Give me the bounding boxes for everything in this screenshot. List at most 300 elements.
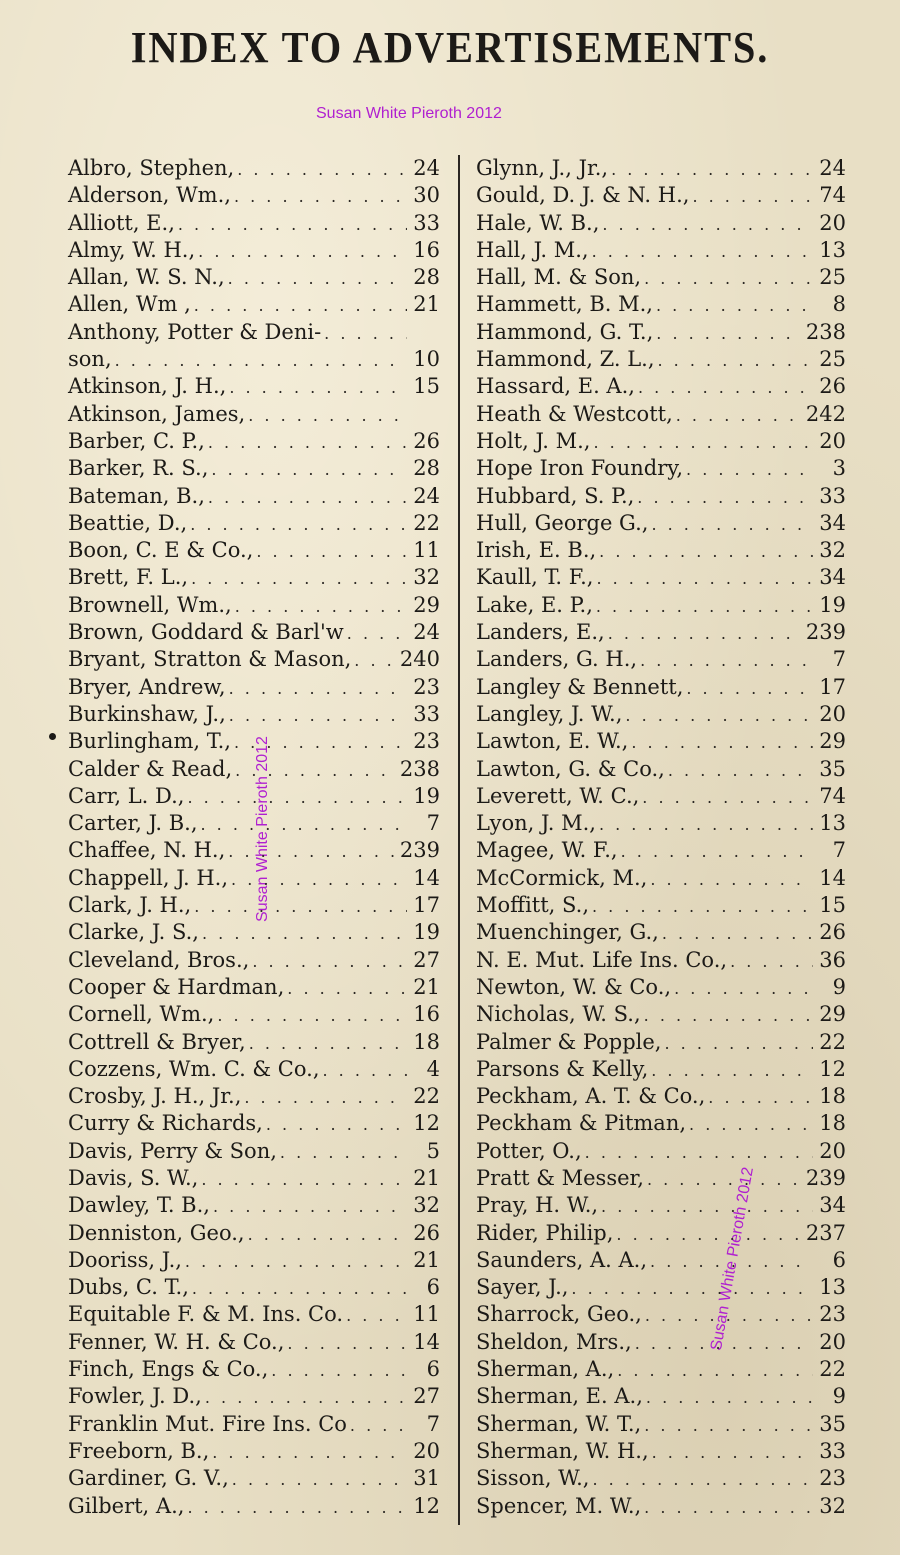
page-number: 4 [426,1056,440,1081]
advertiser-name: Allen, Wm , [68,292,191,317]
page-number: 20 [819,1329,846,1354]
advertiser-name: Hubbard, S. P., [476,483,635,508]
index-entry [68,646,440,673]
index-entry [68,1383,440,1410]
page-number: 5 [426,1138,440,1163]
advertiser-name: Davis, Perry & Son, [68,1138,277,1163]
index-entry [476,1329,846,1356]
advertiser-name: Glynn, J., Jr., [476,156,609,180]
dot-leader [656,292,813,319]
page-number: 6 [832,1247,846,1272]
advertiser-name: Atkinson, James, [68,401,246,426]
page-number: 17 [819,674,846,699]
page-number: 20 [819,210,846,235]
index-entry [68,291,440,318]
advertiser-name: Brown, Goddard & Barl'w [68,620,344,645]
column-divider [458,155,460,1525]
page-number: 18 [413,1029,440,1054]
advertiser-name: Gould, D. J. & N. H., [476,183,690,208]
dot-leader [617,1357,813,1384]
dot-leader [211,456,407,483]
index-entry [68,210,440,237]
dot-leader [350,1412,407,1439]
index-entry [476,373,846,400]
dot-leader [208,484,407,511]
dot-leader [346,1302,407,1329]
advertiser-name: Curry & Richards, [68,1111,263,1136]
advertiser-name: Sayer, J., [476,1275,569,1300]
index-entry [68,1438,440,1465]
dot-leader [287,1330,407,1357]
advertiser-name: Allan, W. S. N., [68,265,225,290]
index-entry [68,1274,440,1301]
advertiser-name: Dawley, T. B., [68,1193,210,1218]
index-entry [68,237,440,264]
dot-leader [271,1357,407,1384]
index-entry [476,1411,846,1438]
dot-leader [323,1057,408,1084]
dot-leader [686,675,813,702]
index-entry [68,1083,440,1110]
dot-leader [228,265,407,292]
dot-leader [592,238,813,265]
dot-leader [647,1166,803,1193]
dot-leader [608,620,803,647]
page-number: 26 [819,374,846,399]
page-number: 25 [819,347,846,372]
dot-leader [266,1111,407,1138]
index-entry [68,346,440,373]
advertiser-name: Freeborn, B., [68,1438,210,1463]
advertiser-name: Calder & Read, [68,756,233,781]
page-number: 239 [805,620,846,645]
page-number: 239 [805,1165,846,1190]
index-entry [476,701,846,728]
dot-leader [689,1111,813,1138]
page-number: 10 [413,347,440,372]
bullet-mark-icon [49,733,56,740]
advertiser-name: Peckham, A. T. & Co., [476,1084,706,1109]
dot-leader [208,429,407,456]
page-number: 6 [426,1357,440,1382]
dot-leader [192,1275,407,1302]
dot-leader [185,1248,407,1275]
advertiser-name: Carr, L. D., [68,783,185,808]
page-number: 9 [832,974,846,999]
page-number: 26 [413,1220,440,1245]
page-number: 14 [413,1329,440,1354]
page-number: 237 [805,1220,846,1245]
dot-leader [708,1084,813,1111]
index-entry [68,810,440,837]
index-entry [476,728,846,755]
dot-leader [596,593,813,620]
advertiser-name: Lake, E. P., [476,592,593,617]
dot-leader [217,1002,407,1029]
page-number: 74 [819,183,846,208]
index-entry [68,1329,440,1356]
page-number: 15 [819,893,846,918]
page-number: 24 [819,156,846,180]
dot-leader [287,975,407,1002]
dot-leader [198,238,407,265]
index-entry [476,619,846,646]
advertiser-name: Hope Iron Foundry, [476,456,684,481]
page-number: 22 [413,1084,440,1109]
advertiser-name: Cottrell & Bryer, [68,1029,246,1054]
index-entry [476,1001,846,1028]
advertiser-name: Pray, H. W., [476,1193,599,1218]
watermark-top: Susan White Pieroth 2012 [316,105,502,122]
page-number: 34 [819,565,846,590]
index-entry [68,783,440,810]
advertiser-name: Cleveland, Bros., [68,947,250,972]
dot-leader [237,156,407,183]
page-number: 36 [819,947,846,972]
page-number: 14 [819,865,846,890]
dot-leader [249,1030,407,1057]
advertiser-name: Holt, J. M., [476,428,591,453]
page-number: 18 [819,1084,846,1109]
index-entry [476,892,846,919]
dot-leader [730,948,813,975]
advertiser-name: Anthony, Potter & Deni- [68,319,322,344]
page-number: 13 [819,1275,846,1300]
page-number: 26 [819,920,846,945]
dot-leader [232,1466,407,1493]
page-number: 239 [399,838,440,863]
index-entry [476,1465,846,1492]
index-entry [476,756,846,783]
index-entry [476,783,846,810]
advertiser-name: Brownell, Wm., [68,592,232,617]
index-entry [68,1029,440,1056]
dot-leader [202,920,407,947]
advertiser-name: Finch, Engs & Co., [68,1357,269,1382]
dot-leader [676,402,803,429]
index-entry [476,810,846,837]
page-number: 28 [413,456,440,481]
advertiser-name: Burlingham, T., [68,729,231,754]
advertiser-name: Sharrock, Geo., [476,1302,642,1327]
index-entry [68,455,440,482]
dot-leader [637,484,813,511]
dot-leader [652,1439,813,1466]
index-entry [476,919,846,946]
advertiser-name: Lawton, G. & Co., [476,756,665,781]
advertiser-name: Chaffee, N. H., [68,838,226,863]
index-entry [68,155,440,182]
dot-leader [650,1248,813,1275]
page-number: 23 [413,674,440,699]
index-entry [476,537,846,564]
advertiser-name: Fenner, W. H. & Co., [68,1329,285,1354]
page-number: 12 [819,1056,846,1081]
advertiser-name: Hammond, G. T., [476,319,654,344]
dot-leader [229,374,407,401]
advertiser-name: Magee, W. F., [476,838,618,863]
advertiser-name: Landers, E., [476,620,605,645]
index-entry [476,1138,846,1165]
advertiser-name: Leverett, W. C., [476,783,640,808]
dot-leader [651,511,813,538]
page-number: 3 [832,456,846,481]
dot-leader [248,1221,407,1248]
page-number: 21 [413,974,440,999]
dot-leader [244,1084,407,1111]
dot-leader [651,1057,813,1084]
advertiser-name: Nicholas, W. S., [476,1002,641,1027]
page-number: 16 [413,1002,440,1027]
advertiser-name: Landers, G. H., [476,647,638,672]
index-entry [476,510,846,537]
index-entry [68,1301,440,1328]
advertiser-name: Irish, E. B., [476,538,597,563]
advertiser-name: Cornell, Wm., [68,1002,215,1027]
advertiser-name: Langley & Bennett, [476,674,684,699]
advertiser-name: Atkinson, J. H., [68,374,227,399]
dot-leader [194,893,407,920]
page-number: 22 [819,1357,846,1382]
advertiser-name: Crosby, J. H., Jr., [68,1084,242,1109]
index-entry [476,1110,846,1137]
advertiser-name: son, [68,347,112,372]
dot-leader [625,702,813,729]
advertiser-name: Potter, O., [476,1138,582,1163]
index-entry [476,837,846,864]
index-entry [68,564,440,591]
page-number: 13 [819,237,846,262]
page-number: 7 [832,838,846,863]
dot-leader [190,511,407,538]
dot-leader [187,1494,407,1521]
page-number: 19 [819,592,846,617]
index-entry [476,428,846,455]
index-entry [476,1192,846,1219]
page-number: 22 [413,510,440,535]
page-number: 23 [413,729,440,754]
advertiser-name: Sherman, W. T., [476,1411,642,1436]
dot-leader [212,1439,407,1466]
page-number: 238 [805,319,846,344]
index-entry [476,1247,846,1274]
page-number: 24 [413,483,440,508]
index-entry [476,592,846,619]
advertiser-name: Hammett, B. M., [476,292,653,317]
page-number: 17 [413,893,440,918]
page-number: 20 [413,1438,440,1463]
index-column-right [476,155,846,1520]
advertiser-name: Newton, W. & Co., [476,974,672,999]
index-entry [68,1110,440,1137]
dot-leader [248,402,407,429]
index-entry [68,1247,440,1274]
advertiser-name: Pratt & Messer, [476,1165,644,1190]
advertiser-name: Barber, C. P., [68,428,205,453]
page-number: 33 [819,1438,846,1463]
advertiser-name: Langley, J. W., [476,701,623,726]
dot-leader [602,211,813,238]
index-entry [68,182,440,209]
advertiser-name: Franklin Mut. Fire Ins. Co [68,1411,347,1436]
advertiser-name: Parsons & Kelly, [476,1056,649,1081]
index-entry [476,1274,846,1301]
page-number: 34 [819,510,846,535]
advertiser-name: Muenchinger, G., [476,920,659,945]
dot-leader [229,702,407,729]
index-entry [476,264,846,291]
advertiser-name: Hall, M. & Son, [476,265,642,290]
dot-leader [644,265,813,292]
index-entry [476,564,846,591]
dot-leader [187,784,407,811]
page-number: 19 [413,920,440,945]
page-number: 18 [819,1111,846,1136]
dot-leader [115,347,407,374]
index-entry [68,264,440,291]
advertiser-name: Gardiner, G. V., [68,1466,229,1491]
dot-leader [347,620,407,647]
index-entry [476,674,846,701]
index-column-left [68,155,440,1520]
advertiser-name: Albro, Stephen, [68,156,235,180]
dot-leader [631,729,813,756]
page-number: 242 [805,401,846,426]
advertiser-name: Beattie, D., [68,510,188,535]
index-entry [68,919,440,946]
advertiser-name: Sisson, W., [476,1466,590,1491]
index-entry [476,1165,846,1192]
dot-leader [599,538,813,565]
index-entry [476,291,846,318]
index-entry [68,428,440,455]
page-number: 23 [819,1466,846,1491]
index-entry [68,537,440,564]
page-number: 35 [819,756,846,781]
dot-leader [205,1384,407,1411]
page-number: 14 [413,865,440,890]
page-number: 7 [426,1411,440,1436]
index-entry [476,455,846,482]
page-number: 11 [413,1302,440,1327]
index-entry [476,319,846,346]
advertiser-name: Hammond, Z. L., [476,347,655,372]
advertiser-name: Dooriss, J., [68,1247,182,1272]
dot-leader [642,784,813,811]
page-number: 21 [413,1165,440,1190]
index-entry [68,373,440,400]
page-number: 20 [819,701,846,726]
index-entry [476,865,846,892]
page-number: 23 [819,1302,846,1327]
page-title: INDEX TO ADVERTISEMENTS. [130,23,770,72]
page-number: 21 [413,1247,440,1272]
dot-leader [650,866,813,893]
dot-leader [592,893,813,920]
page-number: 32 [819,538,846,563]
index-entry [68,1138,440,1165]
page-number: 12 [413,1111,440,1136]
page-number: 24 [413,156,440,180]
advertiser-name: Equitable F. & M. Ins. Co. [68,1302,344,1327]
index-entry [476,1220,846,1247]
dot-leader [656,320,803,347]
dot-leader [324,320,407,347]
index-entry [68,401,440,428]
index-entry [476,1083,846,1110]
page-number: 22 [819,1029,846,1054]
advertiser-name: Bateman, B., [68,483,205,508]
dot-leader [668,757,813,784]
dot-leader [599,811,813,838]
advertiser-name: Hale, W. B., [476,210,600,235]
advertiser-name: Spencer, M. W., [476,1493,642,1518]
advertiser-name: Alliott, E., [68,210,175,235]
advertiser-name: Saunders, A. A., [476,1247,648,1272]
dot-leader [645,1302,813,1329]
advertiser-name: Moffitt, S., [476,893,589,918]
page-number: 7 [832,647,846,672]
dot-leader [194,292,407,319]
advertiser-name: Chappell, J. H., [68,865,229,890]
index-entry [68,1165,440,1192]
advertiser-name: Heath & Westcott, [476,401,673,426]
index-entry [68,1493,440,1520]
advertiser-name: Hull, George G., [476,510,649,535]
index-entry [476,1029,846,1056]
page-number: 35 [819,1411,846,1436]
advertiser-name: Lyon, J. M., [476,811,596,836]
page-number: 28 [413,265,440,290]
dot-leader [692,183,813,210]
page-number: 12 [413,1493,440,1518]
dot-leader [228,838,397,865]
page-number: 20 [819,1138,846,1163]
dot-leader [644,1002,813,1029]
dot-leader [178,211,407,238]
dot-leader [571,1275,813,1302]
page-number: 34 [819,1193,846,1218]
page-number: 29 [819,1002,846,1027]
dot-leader [593,429,813,456]
advertiser-name: Bryer, Andrew, [68,674,226,699]
page-number: 32 [413,565,440,590]
dot-leader [234,729,407,756]
index-entry [476,210,846,237]
advertiser-name: Lawton, E. W., [476,729,629,754]
dot-leader [635,1330,813,1357]
page-number: 20 [819,428,846,453]
advertiser-name: Cooper & Hardman, [68,974,285,999]
advertiser-name: Dubs, C. T., [68,1275,189,1300]
advertiser-name: Gilbert, A., [68,1493,185,1518]
index-entry [68,1192,440,1219]
advertiser-name: Hall, J. M., [476,237,589,262]
dot-leader [658,347,814,374]
dot-leader [229,675,407,702]
page-number: 29 [413,592,440,617]
advertiser-name: Clark, J. H., [68,893,192,918]
page-number: 33 [819,483,846,508]
page-number: 26 [413,428,440,453]
page-number: 240 [399,647,440,672]
dot-leader [621,838,813,865]
advertiser-name: Peckham & Pitman, [476,1111,687,1136]
index-entry [476,483,846,510]
dot-leader [644,1412,813,1439]
index-entry [68,674,440,701]
index-entry [476,646,846,673]
